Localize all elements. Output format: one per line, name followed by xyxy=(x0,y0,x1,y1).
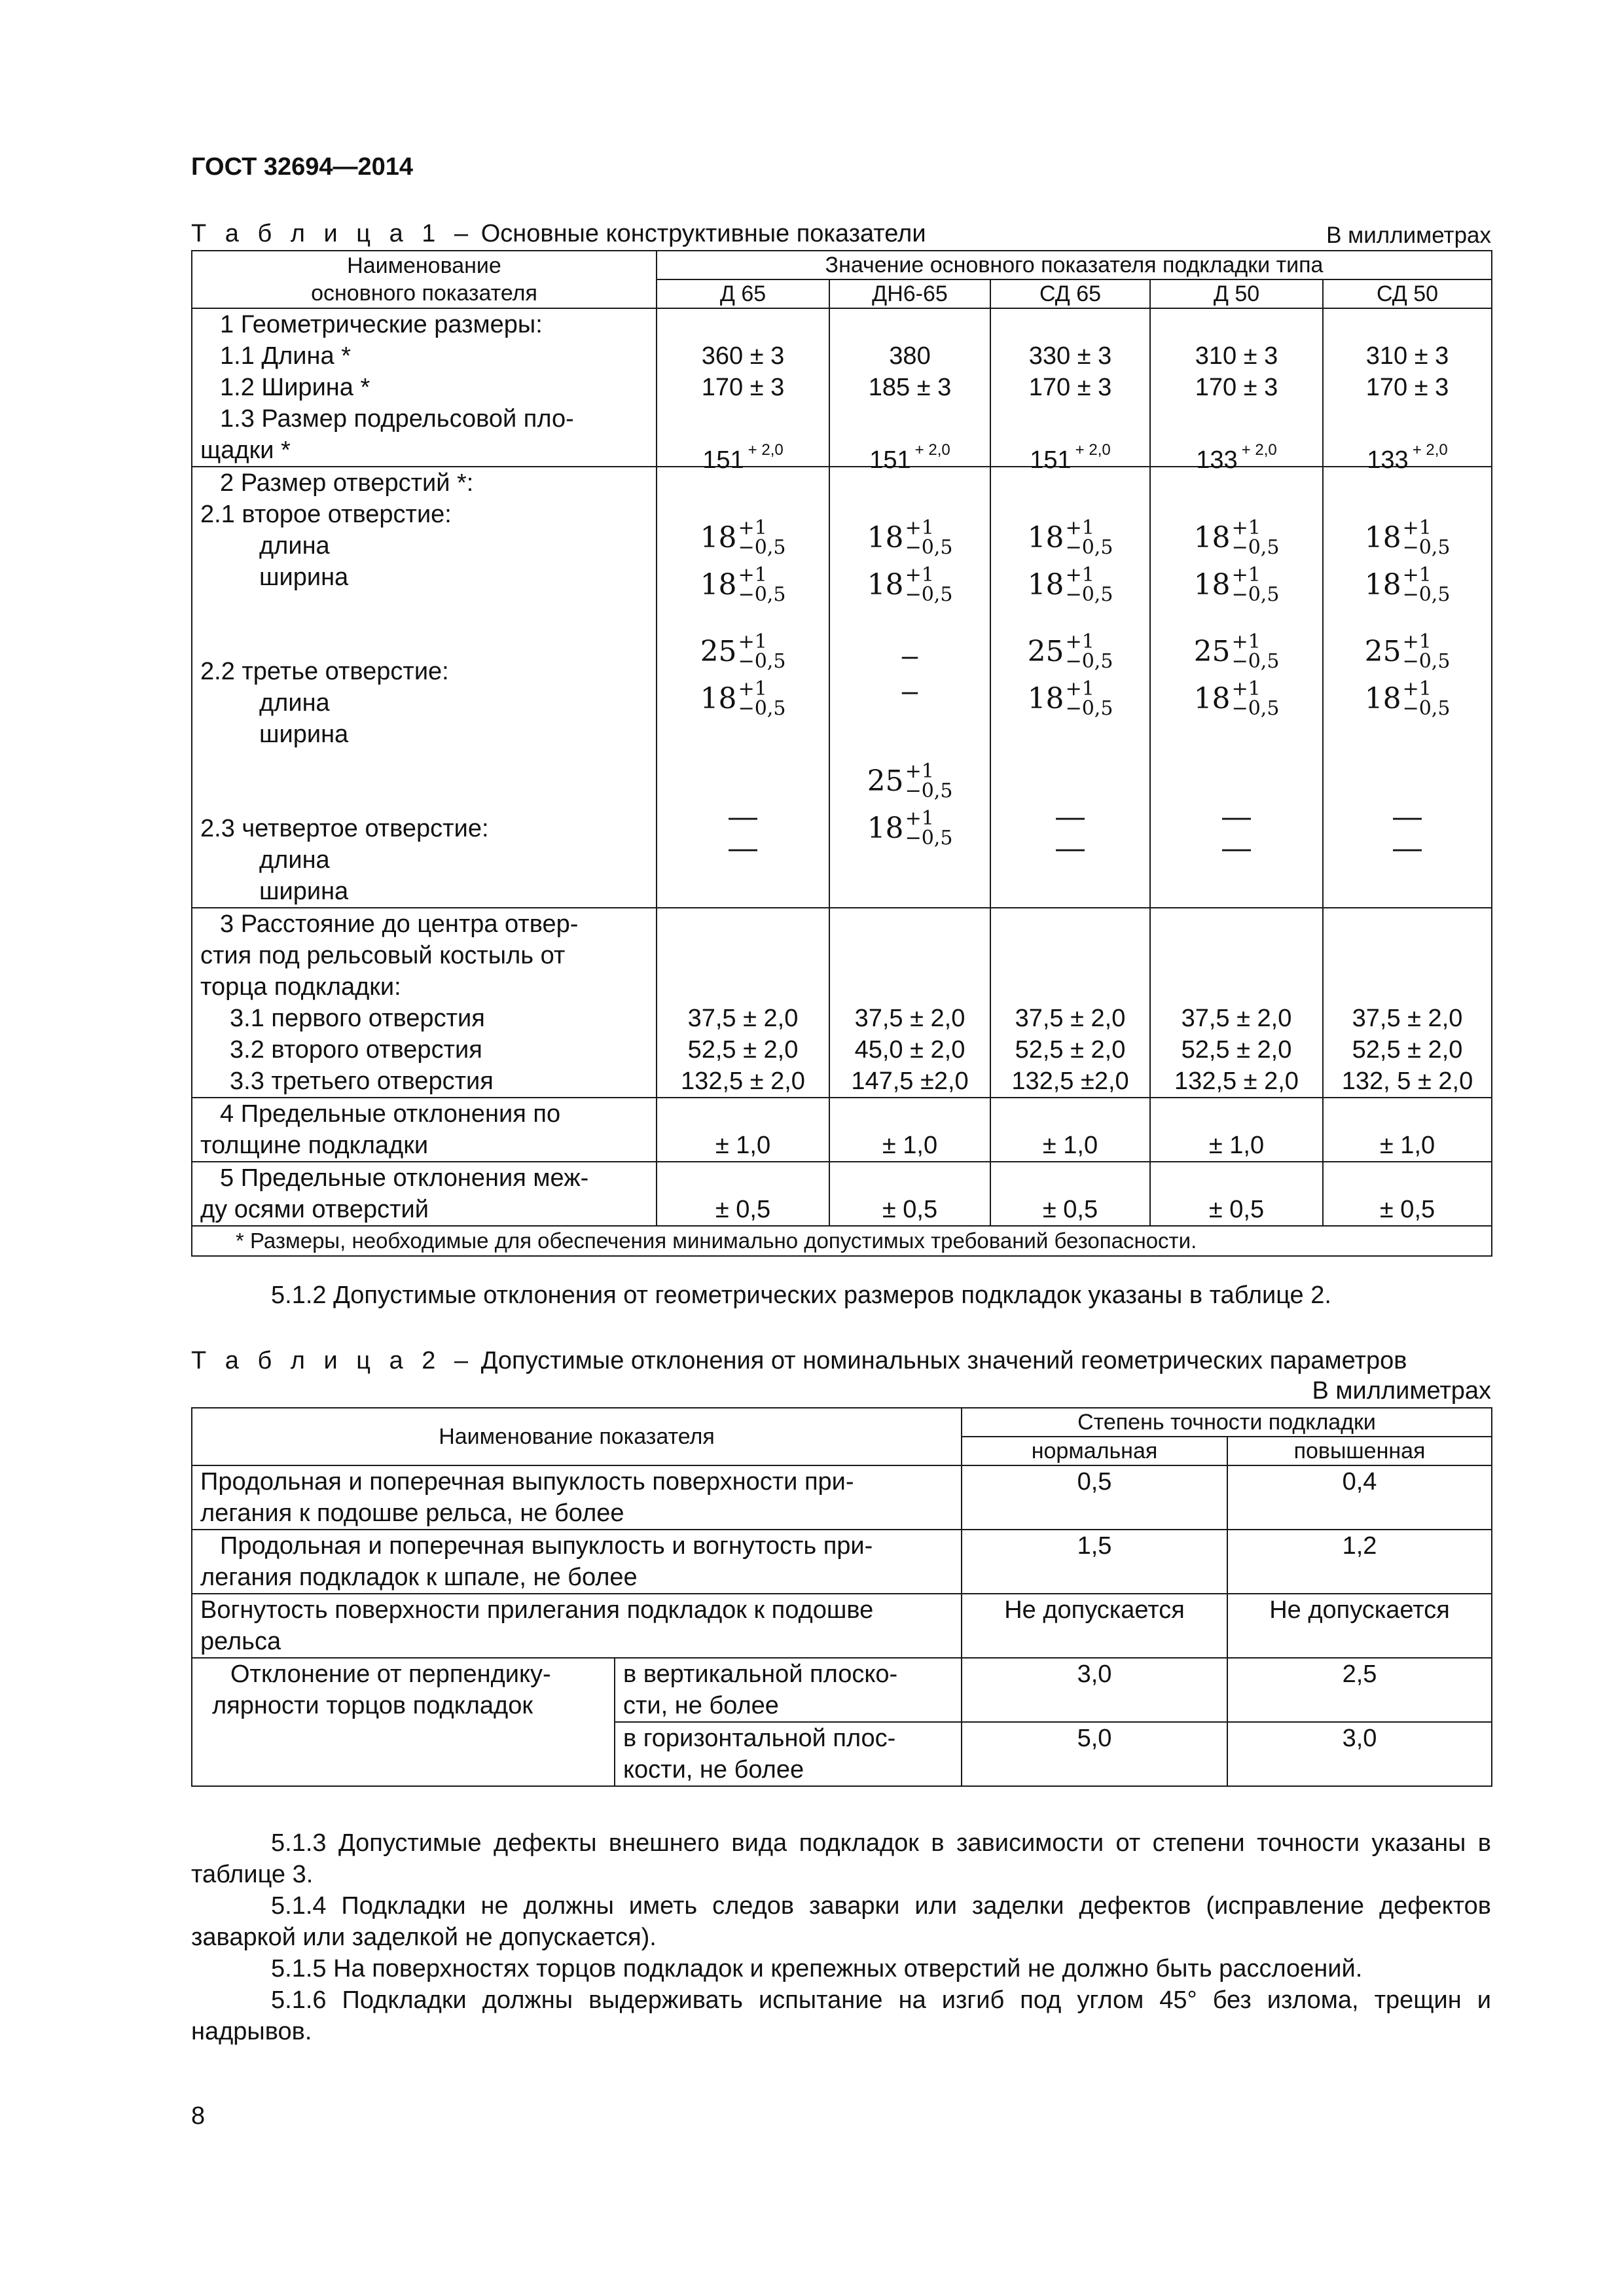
table2-r2-high: 1,2 xyxy=(1227,1530,1492,1594)
table1-s3-second-value: 52,5 ± 2,0 xyxy=(687,1036,799,1064)
paragraph-5-1-4: 5.1.4 Подкладки не должны иметь следов заварки или заделки дефектов (исправление дефектов заваркой или заделкой не допускается). xyxy=(191,1892,1491,1951)
tolerance-value xyxy=(1194,628,1280,675)
tol-base: 25 xyxy=(1364,635,1401,668)
table1-s5-value xyxy=(1150,1162,1323,1226)
table2-r4-normal-vertical: 3,0 xyxy=(962,1658,1227,1722)
table1-s4-value-text: ± 1,0 xyxy=(715,1132,771,1159)
table1-s1-area-value: 133 xyxy=(1367,446,1409,474)
table2-head-high: повышенная xyxy=(1227,1437,1492,1465)
tol-base: 18 xyxy=(1193,521,1231,554)
tolerance-value xyxy=(700,514,786,562)
tol-lower: −0,5 xyxy=(905,827,953,850)
tol-upper: +1 xyxy=(1402,630,1432,653)
table1-s2-hole2-length-label: длина xyxy=(259,532,330,560)
table1-s3-first-label: 3.1 первого отверстия xyxy=(230,1005,485,1032)
table2-r1-label-1: Продольная и поперечная выпуклость поверхности при- xyxy=(200,1468,854,1496)
table1-s5-value xyxy=(657,1162,829,1226)
table1-head-name-line2: основного показателя xyxy=(311,281,537,306)
table2-r3-normal: Не допускается xyxy=(962,1594,1227,1658)
tol-upper: +1 xyxy=(1231,564,1261,586)
table1-s5-label-1: 5 Предельные отклонения меж- xyxy=(220,1164,589,1192)
table1-s1-area-value: 151 xyxy=(1030,446,1072,474)
table1-head-name xyxy=(192,251,657,308)
tol-base: 25 xyxy=(700,635,737,668)
dash-mark: — xyxy=(1056,800,1085,833)
table1-s2-col-d65 xyxy=(657,467,829,908)
table2-r2-label-2: легания подкладок к шпале, не более xyxy=(200,1564,638,1591)
tol-lower: −0,5 xyxy=(1065,650,1113,673)
table1-s1-col-sd50 xyxy=(1323,308,1492,474)
table1-s4-label-2: толщине подкладки xyxy=(200,1132,429,1159)
table1-footnote: * Размеры, необходимые для обеспечения минимально допустимых требований безопасности. xyxy=(192,1226,1492,1256)
table2-r4-normal-horizontal: 5,0 xyxy=(962,1722,1227,1786)
table1-s1-width-label: 1.2 Ширина * xyxy=(220,374,370,401)
table1-s3-third-value: 147,5 ±2,0 xyxy=(851,1067,969,1095)
table1-section-2 xyxy=(192,467,1492,908)
table2-row-3 xyxy=(192,1594,1492,1658)
table1-s3-col-d50 xyxy=(1150,908,1323,1098)
table2-r2-label-1: Продольная и поперечная выпуклость и вогнутость при- xyxy=(220,1532,873,1560)
tol-lower: −0,5 xyxy=(905,583,953,606)
tol-upper: +1 xyxy=(1065,630,1094,653)
table1-s4-value xyxy=(1323,1098,1492,1162)
table1-s5-value xyxy=(990,1162,1150,1226)
tol-lower: −0,5 xyxy=(1231,650,1280,673)
table1-s3-first-value: 37,5 ± 2,0 xyxy=(1181,1005,1292,1032)
table1-s4-label xyxy=(192,1098,657,1162)
tolerance-value xyxy=(1194,562,1280,609)
table1-s4-value-text: ± 1,0 xyxy=(1208,1132,1265,1159)
tol-upper: +1 xyxy=(1231,516,1261,539)
table1-s2-hole2-width-label: ширина xyxy=(259,564,349,591)
table1-s1-length-value: 360 ± 3 xyxy=(701,342,785,370)
table1-s3-third-value: 132,5 ± 2,0 xyxy=(681,1067,805,1095)
tolerance-value xyxy=(1365,628,1451,675)
table2-r4-label-2: лярности торцов подкладок xyxy=(212,1692,533,1719)
tol-upper: +1 xyxy=(738,564,767,586)
tol-upper: +1 xyxy=(905,807,934,830)
table2-row-4a xyxy=(192,1658,1492,1722)
tol-lower: −0,5 xyxy=(1231,583,1280,606)
tol-upper: +1 xyxy=(1402,516,1432,539)
table1-s1-col-d65 xyxy=(657,308,829,474)
tolerance-value xyxy=(867,805,953,852)
table2-head-name: Наименование показателя xyxy=(192,1408,962,1465)
tol-base: 18 xyxy=(700,521,737,554)
table1-s1-labels xyxy=(192,308,657,467)
table2-r4-sub2-label-2: кости, не более xyxy=(623,1756,804,1784)
table2-caption-lead: Т а б л и ц а 2 – xyxy=(191,1347,475,1374)
table1-s1-length-label: 1.1 Длина * xyxy=(220,342,351,370)
table1-s1-length-value: 310 ± 3 xyxy=(1365,342,1449,370)
table1-section-5 xyxy=(192,1162,1492,1226)
table1-s1-area-value: 151 xyxy=(869,446,911,474)
tol-base: 18 xyxy=(1027,521,1064,554)
tolerance-value xyxy=(1365,675,1451,723)
table1-s4-value-text: ± 1,0 xyxy=(1042,1132,1098,1159)
tol-lower: −0,5 xyxy=(905,780,953,802)
table1-s3-col-dn6-65 xyxy=(829,908,990,1098)
table1-s1-area-tol: + 2,0 xyxy=(748,441,784,459)
table1-s2-col-dn6-65 xyxy=(829,467,990,908)
tol-base: 18 xyxy=(867,812,904,845)
table1-s3-third-value: 132,5 ± 2,0 xyxy=(1174,1067,1299,1095)
tol-base: 25 xyxy=(1193,635,1231,668)
paragraph-5-1-2: 5.1.2 Допустимые отклонения от геометрических размеров подкладок указаны в таблице 2. xyxy=(271,1282,1331,1309)
tol-base: 18 xyxy=(700,682,737,715)
tol-base: 18 xyxy=(1364,682,1401,715)
table2-row-1 xyxy=(192,1465,1492,1530)
table2-row-2 xyxy=(192,1530,1492,1594)
tolerance-value xyxy=(867,562,953,609)
table1-s2-hole3-length-label: длина xyxy=(259,689,330,717)
table1-s5-label-2: ду осями отверстий xyxy=(200,1196,429,1223)
table2-r4-label-1: Отклонение от перпендику- xyxy=(230,1660,551,1688)
page-number: 8 xyxy=(191,2102,206,2130)
table2-r4-sub1-label-2: сти, не более xyxy=(623,1692,779,1719)
table2-r3-high: Не допускается xyxy=(1227,1594,1492,1658)
tol-lower: −0,5 xyxy=(1402,536,1451,559)
table1-s1-area-tol: + 2,0 xyxy=(1412,441,1448,459)
table1-s1-area-value: 151 xyxy=(702,446,744,474)
dash-mark: — xyxy=(729,832,757,864)
table1-s5-value xyxy=(1323,1162,1492,1226)
tolerance-value xyxy=(1028,628,1113,675)
tol-lower: −0,5 xyxy=(738,583,786,606)
tol-upper: +1 xyxy=(1065,564,1094,586)
tol-lower: −0,5 xyxy=(738,697,786,720)
table1-s3-second-value: 52,5 ± 2,0 xyxy=(1181,1036,1292,1064)
table2-r4-sub1-label xyxy=(615,1658,962,1722)
tol-base: 18 xyxy=(1193,682,1231,715)
table1-s2-hole2-heading: 2.1 второе отверстие: xyxy=(200,501,452,528)
tol-base: 18 xyxy=(700,568,737,601)
table1-s3-title-2: стия под рельсовый костыль от xyxy=(200,942,566,969)
table1-s5-value-text: ± 0,5 xyxy=(1042,1196,1098,1223)
tol-lower: −0,5 xyxy=(738,536,786,559)
table1-s1-title: 1 Геометрические размеры: xyxy=(220,311,543,338)
table1-type-sd50: СД 50 xyxy=(1323,279,1492,308)
table1-type-dn6-65: ДН6-65 xyxy=(829,279,990,308)
tol-upper: +1 xyxy=(905,760,934,783)
tol-lower: −0,5 xyxy=(1402,697,1451,720)
tol-base: 25 xyxy=(867,764,904,798)
table1-s1-col-d50 xyxy=(1150,308,1323,474)
table1-s5-label xyxy=(192,1162,657,1226)
table2-r1-label xyxy=(192,1465,962,1530)
dash-mark: — xyxy=(1393,800,1422,833)
table2-r3-label-2: рельса xyxy=(200,1628,281,1655)
tolerance-value xyxy=(700,675,786,723)
tol-base: 18 xyxy=(1027,682,1064,715)
table1-section-3 xyxy=(192,908,1492,1098)
table1-head-group: Значение основного показателя подкладки типа xyxy=(657,251,1492,279)
tol-upper: +1 xyxy=(1402,677,1432,700)
table1-s4-value xyxy=(657,1098,829,1162)
table2-r4-high-horizontal: 3,0 xyxy=(1227,1722,1492,1786)
table2-r1-high: 0,4 xyxy=(1227,1465,1492,1530)
tolerance-value xyxy=(700,628,786,675)
table1-s2-hole4-heading: 2.3 четвертое отверстие: xyxy=(200,815,489,842)
table2-r4-sub2-label-1: в горизонтальной плос- xyxy=(623,1725,896,1752)
table2-caption xyxy=(191,1347,1407,1375)
table1-s3-third-value: 132,5 ±2,0 xyxy=(1011,1067,1129,1095)
table1-s2-hole3-heading: 2.2 третье отверстие: xyxy=(200,658,449,685)
dash-mark: – xyxy=(901,675,918,707)
tol-base: 18 xyxy=(1364,568,1401,601)
table1-s3-title-1: 3 Расстояние до центра отвер- xyxy=(220,910,579,938)
tolerance-value xyxy=(1194,675,1280,723)
table2-r2-label xyxy=(192,1530,962,1594)
tolerance-value xyxy=(700,562,786,609)
table1-s3-second-value: 45,0 ± 2,0 xyxy=(854,1036,965,1064)
table1-s1-width-value: 170 ± 3 xyxy=(1195,374,1278,401)
dash-mark: — xyxy=(729,800,757,833)
table1-type-sd65: СД 65 xyxy=(990,279,1150,308)
tol-lower: −0,5 xyxy=(1231,697,1280,720)
table2-r3-label-1: Вогнутость поверхности прилегания подкладок к подошве xyxy=(200,1596,874,1624)
table1-s1-area-label-2: щадки * xyxy=(200,437,291,464)
table1-s2-col-sd65 xyxy=(990,467,1150,908)
table1-s1-length-value: 310 ± 3 xyxy=(1195,342,1278,370)
table1-s5-value-text: ± 0,5 xyxy=(882,1196,938,1223)
tol-upper: +1 xyxy=(1065,677,1094,700)
table2-r4-sub1-label-1: в вертикальной плоско- xyxy=(623,1660,898,1688)
dash-mark: – xyxy=(901,639,918,672)
table1-s2-hole4-width-label: ширина xyxy=(259,878,349,905)
table1-s4-label-1: 4 Предельные отклонения по xyxy=(220,1100,561,1128)
table2-r1-label-2: легания к подошве рельса, не более xyxy=(200,1499,624,1527)
table1-s1-length-value: 380 xyxy=(889,342,931,370)
tol-lower: −0,5 xyxy=(1065,697,1113,720)
tol-upper: +1 xyxy=(738,677,767,700)
table1-s2-hole4-length-label: длина xyxy=(259,846,330,874)
table1-s3-labels xyxy=(192,908,657,1098)
table1-s3-first-value: 37,5 ± 2,0 xyxy=(854,1005,965,1032)
body-paragraphs xyxy=(191,1827,1491,2047)
tol-lower: −0,5 xyxy=(1065,583,1113,606)
table1 xyxy=(191,250,1492,1257)
dash-mark: — xyxy=(1222,832,1251,864)
table1-s1-area-label-1: 1.3 Размер подрельсовой пло- xyxy=(220,405,574,433)
table1-s3-first-value: 37,5 ± 2,0 xyxy=(1015,1005,1126,1032)
table1-s2-col-d50 xyxy=(1150,467,1323,908)
table1-caption-lead: Т а б л и ц а 1 – xyxy=(191,220,475,247)
table1-s3-first-value: 37,5 ± 2,0 xyxy=(1352,1005,1463,1032)
table1-s2-hole3-width-label: ширина xyxy=(259,721,349,748)
table1-section-1 xyxy=(192,308,1492,467)
document-header: ГОСТ 32694—2014 xyxy=(191,153,414,181)
table1-section-4 xyxy=(192,1098,1492,1162)
table2-head-normal: нормальная xyxy=(962,1437,1227,1465)
table1-s5-value-text: ± 0,5 xyxy=(1208,1196,1265,1223)
tol-lower: −0,5 xyxy=(1231,536,1280,559)
tol-lower: −0,5 xyxy=(1402,650,1451,673)
table1-s1-area-value: 133 xyxy=(1196,446,1238,474)
table1-type-d50: Д 50 xyxy=(1150,279,1323,308)
table1-s5-value xyxy=(829,1162,990,1226)
table2-r1-normal: 0,5 xyxy=(962,1465,1227,1530)
table1-caption-title: Основные конструктивные показатели xyxy=(480,220,926,247)
tol-lower: −0,5 xyxy=(905,536,953,559)
tol-upper: +1 xyxy=(905,516,934,539)
table1-s1-col-sd65 xyxy=(990,308,1150,474)
tolerance-value xyxy=(1194,514,1280,562)
table1-s3-col-sd65 xyxy=(990,908,1150,1098)
table1-s5-value-text: ± 0,5 xyxy=(715,1196,771,1223)
table1-s3-first-value: 37,5 ± 2,0 xyxy=(687,1005,799,1032)
tol-upper: +1 xyxy=(1231,677,1261,700)
table2-r2-normal: 1,5 xyxy=(962,1530,1227,1594)
table1-s5-value-text: ± 0,5 xyxy=(1379,1196,1435,1223)
table1-s1-area-tol: + 2,0 xyxy=(1075,441,1111,459)
tolerance-value xyxy=(1365,562,1451,609)
table1-s3-title-3: торца подкладки: xyxy=(200,973,401,1001)
table1-s4-value-text: ± 1,0 xyxy=(882,1132,938,1159)
tolerance-value xyxy=(1365,514,1451,562)
tol-upper: +1 xyxy=(1402,564,1432,586)
tolerance-value xyxy=(1028,562,1113,609)
table1-type-d65: Д 65 xyxy=(657,279,829,308)
tol-upper: +1 xyxy=(1065,516,1094,539)
dash-mark: — xyxy=(1056,832,1085,864)
table1-s4-value-text: ± 1,0 xyxy=(1379,1132,1435,1159)
paragraph-5-1-5: 5.1.5 На поверхностях торцов подкладок и крепежных отверстий не должно быть расслоений. xyxy=(271,1955,1363,1982)
tol-upper: +1 xyxy=(738,516,767,539)
table1-s3-second-value: 52,5 ± 2,0 xyxy=(1015,1036,1126,1064)
tolerance-value xyxy=(1028,675,1113,723)
tol-upper: +1 xyxy=(905,564,934,586)
tol-lower: −0,5 xyxy=(738,650,786,673)
table1-s1-width-value: 170 ± 3 xyxy=(701,374,785,401)
table2-units: В миллиметрах xyxy=(1312,1377,1491,1405)
table1-s4-value xyxy=(829,1098,990,1162)
table2-head-group: Степень точности подкладки xyxy=(962,1408,1492,1437)
table1-s4-value xyxy=(990,1098,1150,1162)
table2 xyxy=(191,1407,1492,1787)
table1-s1-width-value: 170 ± 3 xyxy=(1028,374,1112,401)
tolerance-value xyxy=(867,758,953,805)
tol-upper: +1 xyxy=(1231,630,1261,653)
table2-r4-high-vertical: 2,5 xyxy=(1227,1658,1492,1722)
table1-s1-length-value: 330 ± 3 xyxy=(1028,342,1112,370)
dash-mark: — xyxy=(1393,832,1422,864)
tol-base: 18 xyxy=(867,568,904,601)
tol-base: 18 xyxy=(1027,568,1064,601)
table2-caption-title: Допустимые отклонения от номинальных значений геометрических параметров xyxy=(480,1347,1407,1374)
paragraph-5-1-6: 5.1.6 Подкладки должны выдерживать испытание на изгиб под углом 45° без излома, трещин и надрывов. xyxy=(191,1986,1491,2045)
table1-s1-area-tol: + 2,0 xyxy=(914,441,950,459)
tol-upper: +1 xyxy=(738,630,767,653)
table1-caption xyxy=(191,220,926,248)
table1-s4-value xyxy=(1150,1098,1323,1162)
tolerance-value xyxy=(1028,514,1113,562)
table1-s3-second-value: 52,5 ± 2,0 xyxy=(1352,1036,1463,1064)
table1-s3-third-label: 3.3 третьего отверстия xyxy=(230,1067,494,1095)
tol-lower: −0,5 xyxy=(1065,536,1113,559)
table1-s3-col-d65 xyxy=(657,908,829,1098)
table2-r3-label xyxy=(192,1594,962,1658)
paragraph-5-1-3: 5.1.3 Допустимые дефекты внешнего вида подкладок в зависимости от степени точности указаны в таблице 3. xyxy=(191,1829,1491,1888)
table1-s2-col-sd50 xyxy=(1323,467,1492,908)
table2-r4-label xyxy=(192,1658,615,1786)
table1-s2-title: 2 Размер отверстий *: xyxy=(220,469,474,497)
table1-units: В миллиметрах xyxy=(1326,223,1491,248)
table1-s3-third-value: 132, 5 ± 2,0 xyxy=(1341,1067,1473,1095)
table1-s3-col-sd50 xyxy=(1323,908,1492,1098)
table1-s2-labels xyxy=(192,467,657,908)
dash-mark: — xyxy=(1222,800,1251,833)
tolerance-value xyxy=(867,514,953,562)
tol-base: 25 xyxy=(1027,635,1064,668)
table1-s1-area-tol: + 2,0 xyxy=(1241,441,1277,459)
tol-lower: −0,5 xyxy=(1402,583,1451,606)
tol-base: 18 xyxy=(1193,568,1231,601)
table1-s1-width-value: 185 ± 3 xyxy=(868,374,952,401)
tol-base: 18 xyxy=(1364,521,1401,554)
table2-r4-sub2-label xyxy=(615,1722,962,1786)
table1-head-name-line1: Наименование xyxy=(347,253,501,278)
tol-base: 18 xyxy=(867,521,904,554)
table1-s1-col-dn6-65 xyxy=(829,308,990,474)
table1-s3-second-label: 3.2 второго отверстия xyxy=(230,1036,482,1064)
table1-s1-width-value: 170 ± 3 xyxy=(1365,374,1449,401)
